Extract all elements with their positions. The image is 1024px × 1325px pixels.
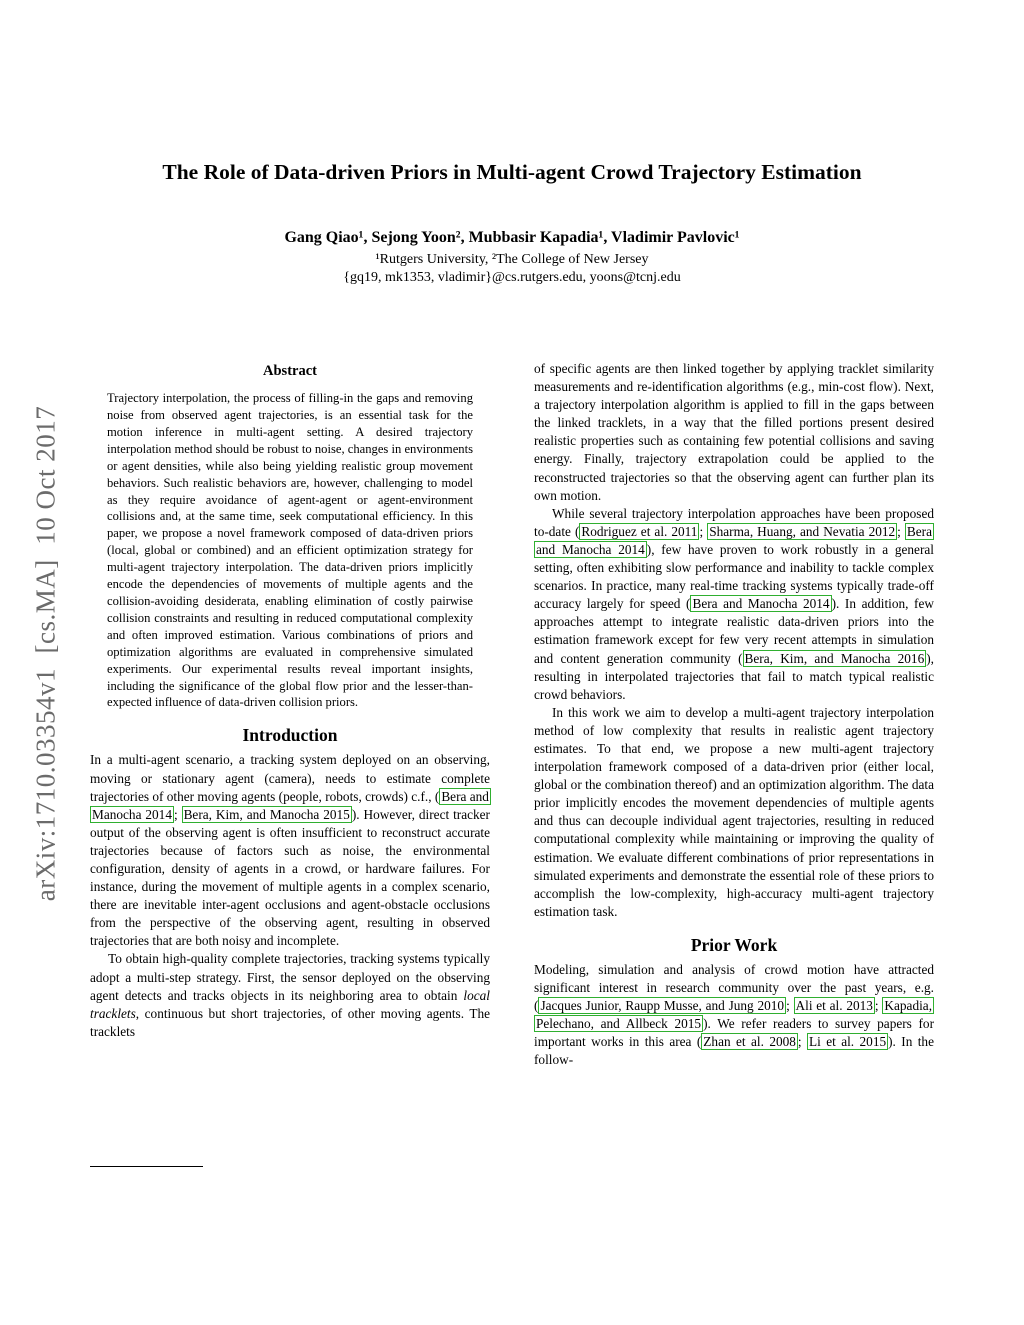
emails-line: {gq19, mk1353, vladimir}@cs.rutgers.edu, yoons@tcnj.edu	[343, 270, 681, 285]
paragraph	[534, 505, 934, 704]
text-run: ). In addition, few approaches attempt to integrate realistic data-driven priors into the estimation framework except for few very recent attempts in simulation and content generation community (	[534, 596, 934, 666]
abstract-text: Trajectory interpolation, the process of filling-in the gaps and removing noise from observed agent trajectories, is an essential task for the motion inference in multi-agent setting. A desired trajectory interpolation method should be robust to noise, changes in environments or agent densities, while also being yielding realistic group movement behaviors. Such realistic behaviors are, however, challenging to model as they require avoidance of agent-agent or agent-environment collisions and, at the same time, seek computational efficiency. In this paper, we propose a novel framework composed of data-driven priors (local, global or combined) and an efficient optimization strategy for multi-agent trajectory interpolation. The data-driven priors implicitly encode the dependencies of movements of multiple agents and the collision-avoiding desiderata, enabling elimination of costly pairwise collision constraints and resulting in reduced computational complexity and often improved estimation. Various combinations of priors and optimization algorithms are evaluated in comprehensive simulated experiments. Our experimental results reveal important insights, including the significance of the global flow prior and the lesser-than-expected influence of data-driven collision priors.	[107, 391, 473, 710]
text-run: ;	[699, 523, 708, 539]
citation-link[interactable]: Zhan et al. 2008	[703, 1034, 796, 1050]
text-run: Modeling, simulation and analysis of crowd motion have attracted significant interest in research community over the past years, e.g. (	[534, 962, 934, 1014]
left-column	[90, 360, 490, 1070]
paragraph	[534, 360, 934, 505]
prior-work-heading: Prior Work	[690, 934, 778, 955]
text-run: ). We refer readers to survey papers for important works in this area (	[534, 1016, 935, 1050]
text-run: ;	[173, 806, 182, 822]
text-run: ;	[797, 1034, 808, 1050]
paragraph	[90, 950, 490, 1040]
text-run: To obtain high-quality complete trajectories, tracking systems typically adopt a multi-step strategy. First, the sensor deployed on the observing agent detects and tracks objects in its neighboring area to obtain	[90, 951, 490, 1003]
authors-line: Gang Qiao¹, Sejong Yoon², Mubbasir Kapadia¹, Vladimir Pavlovic¹	[284, 229, 740, 246]
two-column-body	[90, 360, 934, 1070]
text-run: , continuous but short trajectories, of other moving agents. The tracklets	[90, 1005, 490, 1039]
citation-link[interactable]: Bera and Manocha 2014	[536, 523, 933, 557]
citation-link[interactable]: Sharma, Huang, and Nevatia 2012	[709, 523, 896, 539]
citation-link[interactable]: Bera, Kim, and Manocha 2016	[744, 650, 925, 666]
citation-link[interactable]: Bera and Manocha 2014	[92, 788, 489, 822]
paragraph	[534, 961, 934, 1070]
text-run: ). In the follow-	[534, 1034, 934, 1068]
introduction-continued-body	[534, 360, 934, 921]
text-run: In this work we aim to develop a multi-agent trajectory interpolation method of low complexity that results in realistic agent trajectory estimates. To that end, we propose a new multi-agent trajectory interpolation framework composed of a data-driven prior (either local, global or the combination thereof) and an optimization algorithm. The data prior implicitly encodes the movement dependencies of multiple agents and thus can decouple individual agent trajectories, resulting in reduced computational complexity while maintaining or improving the quality of estimation. We evaluate different combinations of prior representations in simulated experiments and demonstrate the essential role of these priors to accomplish the low-complexity, high-accuracy multi-agent trajectory estimation task.	[534, 704, 934, 919]
paragraph	[90, 751, 490, 950]
citation-link[interactable]: Li et al. 2015	[809, 1034, 887, 1050]
paragraph	[534, 704, 934, 921]
citation-link[interactable]: Kapadia, Pelechano, and Allbeck 2015	[536, 998, 933, 1032]
text-run: While several trajectory interpolation approaches have been proposed to-date (	[534, 505, 934, 539]
citation-link[interactable]: Bera and Manocha 2014	[692, 596, 830, 612]
affiliations-line: ¹Rutgers University, ²The College of New Jersey	[375, 252, 649, 267]
text-run: of specific agents are then linked together by applying tracklet similarity measurements and re-identification algorithms (e.g., min-cost flow). Next, a trajectory interpolation algorithm is applied to fill in the gaps between the linked tracklets, in a way that the filled portions present desired realistic properties such as containing few potential collisions and saving energy. Finally, trajectory extrapolation could be applied to the reconstructed trajectories so that the observing agent can further plan its own motion.	[534, 361, 934, 503]
text-run: ), few have proven to work robustly in a general setting, often exhibiting slow performance and inability to tackle complex scenarios. In practice, many real-time tracking systems typically trade-off accuracy largely for speed (	[534, 541, 934, 612]
citation-link[interactable]: Bera, Kim, and Manocha 2015	[183, 806, 350, 822]
arxiv-watermark: arXiv:1710.03354v1 [cs.MA] 10 Oct 2017	[30, 405, 61, 902]
text-run: ;	[897, 523, 905, 539]
text-run: ;	[786, 998, 794, 1014]
abstract-heading: Abstract	[263, 363, 317, 379]
introduction-body	[90, 751, 490, 1041]
citation-link[interactable]: Rodriguez et al. 2011	[581, 523, 698, 539]
text-run: local tracklets	[90, 987, 490, 1021]
citation-link[interactable]: Jacques Junior, Raupp Musse, and Jung 2010	[540, 998, 785, 1014]
paper-title: The Role of Data-driven Priors in Multi-agent Crowd Trajectory Estimation	[162, 160, 862, 184]
text-run: In a multi-agent scenario, a tracking system deployed on an observing, moving or stationary agent (camera), needs to estimate complete trajectories of other moving agents (people, robots, crowds) c.f., (	[90, 752, 490, 804]
footnote-separator-rule	[90, 1166, 203, 1167]
citation-link[interactable]: Ali et al. 2013	[795, 998, 873, 1014]
text-run: ). However, direct tracker output of the observing agent is often insufficient to reconstruct accurate trajectories because of factors such as noise, the environmental configuration, density of agents in a crowd, or hardware failures. For instance, during the movement of multiple agents in a complex scenario, there are inevitable inter-agent occlusions and agent-obstacle occlusions from the perspective of the observing agent, resulting in observed trajectories that are both noisy and incomplete.	[90, 806, 490, 949]
text-run: ;	[874, 998, 883, 1014]
text-run: ), resulting in interpolated trajectories that fail to match typical realistic crowd behaviors.	[534, 650, 934, 702]
introduction-heading: Introduction	[242, 725, 338, 746]
prior-work-body	[534, 961, 934, 1070]
right-column	[534, 360, 934, 1070]
